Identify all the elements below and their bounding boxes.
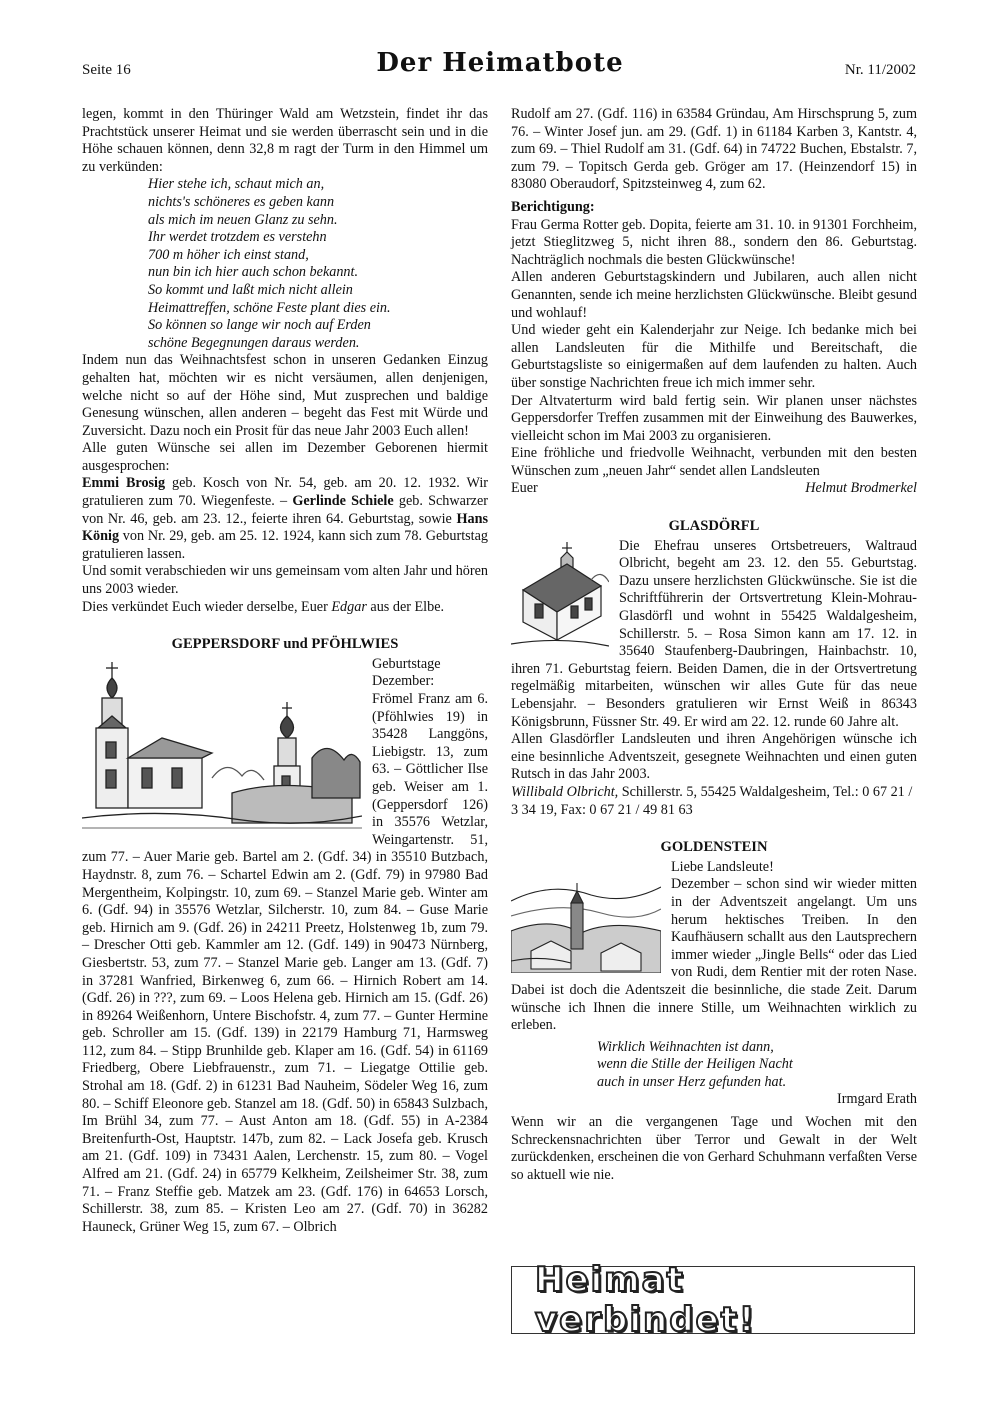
correction-heading: Berichtigung: <box>511 198 595 215</box>
glasdoerfl-wishes: Allen Glasdörfler Landsleuten und ihren Angehörigen wünsche ich eine besinnliche Adventszeit, gesegnete Weihnachten und einen guten Rutsch in das Jahr 2003. <box>511 731 917 783</box>
signature-line: Euer Helmut Brodmerkel <box>511 480 917 497</box>
landscape-illustration <box>511 861 661 973</box>
church-illustration <box>82 658 362 834</box>
poem-line: wenn die Stille der Heiligen Nacht <box>597 1056 793 1073</box>
thanks-text: Und wieder geht ein Kalenderjahr zur Neige. Ich bedanke mich bei allen Landsleuten für die Mithilfe und Bereitschaft, die Geburtstagsliste so einigermaßen auf dem laufenden zu halten. Auch über sonstige Nachrichten freue ich mich immer sehr. <box>511 322 917 391</box>
section-heading-geppersdorf: GEPPERSDORF und PFÖHLWIES <box>171 636 399 653</box>
newspaper-title: Der Heimatbote <box>376 48 624 78</box>
poem-line: schöne Begegnungen daraus werden. <box>148 334 360 351</box>
person-name: Gerlinde Schiele <box>292 493 394 510</box>
left-column <box>82 106 488 1236</box>
poem-line: So kommt und laßt mich nicht allein <box>148 281 353 298</box>
goldenstein-text: Dezember – schon sind wir wieder mitten in der Adventszeit angelangt. Um uns herum hektisches Treiben. In den Kaufhäusern schallt aus den Lautsprechern immer wieder „Jingle Bells“ oder das Lied von Rudi, dem Rentier mit der roten Nase. Dabei ist doch die Adentszeit die besinnliche, die stade Zeit. Darum wünsche ich Ihnen die innere Stille, um Weihnachten wirklich zu erleben. <box>511 876 917 1034</box>
page-number: Seite 16 <box>82 62 131 78</box>
person-name: Hans König <box>82 510 488 545</box>
chapel-illustration <box>511 540 609 652</box>
geppersdorf-birthdays: Frömel Franz am 6. (Pföhlwies 19) in 35428 Langgöns, Liebigstr. 13, zum 63. – Göttlicher Ilse geb. Weiser am 1. (Geppersdorf 126) in 35576 Wetzlar, Weingartenstr. 51, zum 77. – Auer Marie geb. Bartel am 2. (Gdf. 34) in 35510 Butzbach, Haydnstr. 8, zum 76. – Schartel Edwin am 2. (Gdf. 79) in 97980 Bad Mergentheim, Kolpingstr. 10, zum 69. – Stanzel Marie geb. Winter am 6. (Gdf. 94) in 35576 Wetzlar, Silcherstr. 10, zum 84. – Guse Marie geb. Hirnich am 9. (Gdf. 26) in 24211 Preetz, Holstenweg 1b, zum 79. – Drescher Otti geb. Kammler am 12. (Gdf. 149) in 90473 Nürnberg, Giesbertstr. 53, zum 77. – Stanzel Marie geb. Langer am 13. (Gdf. 7) in 37281 Wanfried, Birkenweg 6, zum 66. – Hirnich Robert am 14. (Gdf. 26) in ???, zum 69. – Loos Helena geb. Hirnich am 15. (Gdf. 26) in 89264 Weißenhorn, Untere Bischofstr. 4, zum 77. – Gunter Hermine geb. Schroller am 15. (Gdf. 139) in 22179 Hamburg 71, Harmsweg 112, zum 84. – Stipp Brunhilde geb. Klaper am 16. (Gdf. 54) in 61169 Friedberg, Obere Liebfrauenstr., zum 71. – Liegatge Ottilie geb. Strohal am 18. (Gdf. 2) in 61231 Bad Nauheim, Södeler Weg 16, zum 80. – Schiff Eleonore geb. Stanzel am 18. (Gdf. 50) in 65843 Sulzbach, Im Brühl 34, zum 77. – Aust Anton am 18. (Gdf. 55) in A-2384 Breitenfurth-Ost, Hauptstr. 147b, zum 82. – Lack Josefa geb. Krusch am 21. (Gdf. 109) in 73431 Aalen, Lerchenstr. 15, zum 80. – Vogel Alfred am 21. (Gdf. 24) in 65779 Kelkheim, Zeilsheimer Str. 38, zum 71. – Franz Steffie geb. Matzek am 23. (Gdf. 176) in 64653 Lorsch, Schillerstr. 38, zum 85. – Kristen Leo am 27. (Gdf. 70) in 36282 Hauneck, Grüner Weg 15, zum 67. – Olbrich <box>82 691 488 1235</box>
glasdoerfl-birthdays: Die Ehefrau unseres Ortsbetreuers, Waltraud Olbricht, begeht am 23. 12. den 55. Geburtstag. Dazu unsere herzlichsten Glückwünsche. Sie ist die Schriftführerin der Ortsvertretung Klein-Mohrau-Glasdörfl und wohnt in 55425 Waldalgesheim, Schillerstr. 5. – Rosa Simon kann am 17. 12. in 35640 Staufenberg-Daubringen, Hainbachstr. 10, ihren 71. Geburtstag feiern. Beiden Damen, die in der Ortsvertretung regelmäßig mitarbeiten, wünschen wir alles Gute für das neue Lebensjahr. – Besonders gratulieren wir Ernst Weiß in 86343 Königsbrunn, Füssner Str. 49. Er wird am 22. 12. runde 60 Jahre alt. <box>511 537 917 730</box>
poem-line: als mich im neuen Glanz zu sehn. <box>148 211 338 228</box>
right-column <box>511 106 917 1184</box>
goldenstein-closing: Wenn wir an die vergangenen Tage und Wochen mit den Schreckensnachrichten über Terror und Gewalt in der Welt zurückdenken, erscheinen die von Gerhard Schuhmann verfaßten Verse so aktuell wie nie. <box>511 1114 917 1183</box>
issue-number: Nr. 11/2002 <box>844 62 916 78</box>
section-heading-goldenstein: GOLDENSTEIN <box>660 839 768 856</box>
poem-line: auch in unser Herz gefunden hat. <box>597 1073 787 1090</box>
section-heading-glasdoerfl: GLASDÖRFL <box>668 518 760 535</box>
tower-text: Der Altvaterturm wird bald fertig sein. Wir planen unser nächstes Geppersdorfer Treffen zusammen mit der Einweihung des Bauwerkes, vielleicht schon im Mai 2003 zu organisieren. <box>511 392 917 444</box>
signoff-paragraph: Dies verkündet Euch wieder derselbe, Euer Edgar aus der Elbe. <box>82 598 445 615</box>
tower-poem <box>82 176 488 352</box>
heimat-banner <box>511 1260 915 1340</box>
intro-paragraph: legen, kommt in den Thüringer Wald am Wetzstein, findet ihr das Prachtstück unserer Heimat und sie werden überrascht sein und in die Höhe schauen können, denn 32,8 m ragt der Turm in den Himmel um zu verkünden: <box>82 106 488 175</box>
christmas-wishes-text: Eine fröhliche und friedvolle Weihnacht, verbunden mit den besten Wünschen zum „neuen Jahr“ sendet allen Landsleuten <box>511 445 917 479</box>
goldenstein-greeting: Liebe Landsleute! <box>671 858 774 875</box>
christmas-paragraph: Indem nun das Weihnachtsfest schon in unseren Gedanken Einzug gehalten hat, möchten wir es nicht versäumen, allen denjenigen, welche nicht so auf der Höhe sind, Mut zusprechen und baldige Genesung wünschen, allen anderen – begeht das Fest mit Würde und Zuversicht. Dazu noch ein Prosit für das neue Jahr 2003 Euch allen! <box>82 352 488 439</box>
wishes-paragraph: Alle guten Wünsche sei allen im Dezember Geborenen hiermit ausgesprochen: <box>82 440 488 474</box>
glasdoerfl-signature: Willibald Olbricht, Schillerstr. 5, 55425 Waldalgesheim, Tel.: 0 67 21 / 3 34 19, Fax: 0 67 21 / 49 81 63 <box>511 783 913 818</box>
author-name: Edgar <box>331 598 367 615</box>
birthdays-continued: Rudolf am 27. (Gdf. 116) in 63584 Gründau, Am Hirschsprung 5, zum 76. – Winter Josef jun. am 29. (Gdf. 1) in 61184 Karben 3, Kantstr. 4, zum 69. – Thiel Rudolf am 31. (Gdf. 64) in 74722 Buchen, Ebstalstr. 7, zum 79. – Topitsch Gerda geb. Gröger am 17. (Heinzendorf 15) in 83080 Oberaudorf, Spitzsteinweg 4, zum 62. <box>511 106 917 193</box>
poem-line: nichts's schöneres es geben kann <box>148 193 335 210</box>
goldenstein-signature: Irmgard Erath <box>837 1091 917 1108</box>
poem-line: Hier stehe ich, schaut mich an, <box>148 176 325 193</box>
greetings-text: Allen anderen Geburtstagskindern und Jubilaren, auch allen nicht Genannten, sende ich meine herzlichsten Glückwünsche. Bleibt gesund und wohlauf! <box>511 269 917 321</box>
poem-line: nun bin ich hier auch schon bekannt. <box>148 264 359 281</box>
goldenstein-poem <box>511 1039 917 1092</box>
poem-line: So können so lange wir noch auf Erden <box>148 317 371 334</box>
farewell-paragraph: Und somit verabschieden wir uns gemeinsam vom alten Jahr und hören uns 2003 wieder. <box>82 563 488 598</box>
geppersdorf-intro: Geburtstage Dezember: <box>372 655 441 690</box>
banner-text: Heimat verbindet! <box>535 1260 757 1340</box>
person-name: Emmi Brosig <box>82 475 166 492</box>
poem-line: Heimattreffen, schöne Feste plant dies ein. <box>148 299 391 316</box>
correction-text: Frau Germa Rotter geb. Dopita, feierte am 31. 10. in 91301 Forchheim, jetzt Stieglitzweg 5, nicht ihren 88., sondern den 86. Geburtstag. Nachträglich nochmals die besten Glückwünsche! <box>511 216 917 268</box>
poem-line: Wirklich Weihnachten ist dann, <box>597 1038 774 1055</box>
poem-line: Ihr werdet trotzdem es verstehn <box>148 229 327 246</box>
birthday-paragraph: Emmi Brosig geb. Kosch von Nr. 54, geb. am 20. 12. 1932. Wir gratulieren zum 70. Wiegenfeste. – Gerlinde Schiele geb. Schwarzer von Nr. 46, geb. am 23. 12., feierte ihren 64. Geburtstag, sowie Hans König von Nr. 29, geb. am 25. 12. 1924, kann sich zum 78. Geburtstag gratulieren lassen. <box>82 475 488 562</box>
poem-line: 700 m höher ich einst stand, <box>148 246 309 263</box>
signature: Helmut Brodmerkel <box>805 480 917 497</box>
